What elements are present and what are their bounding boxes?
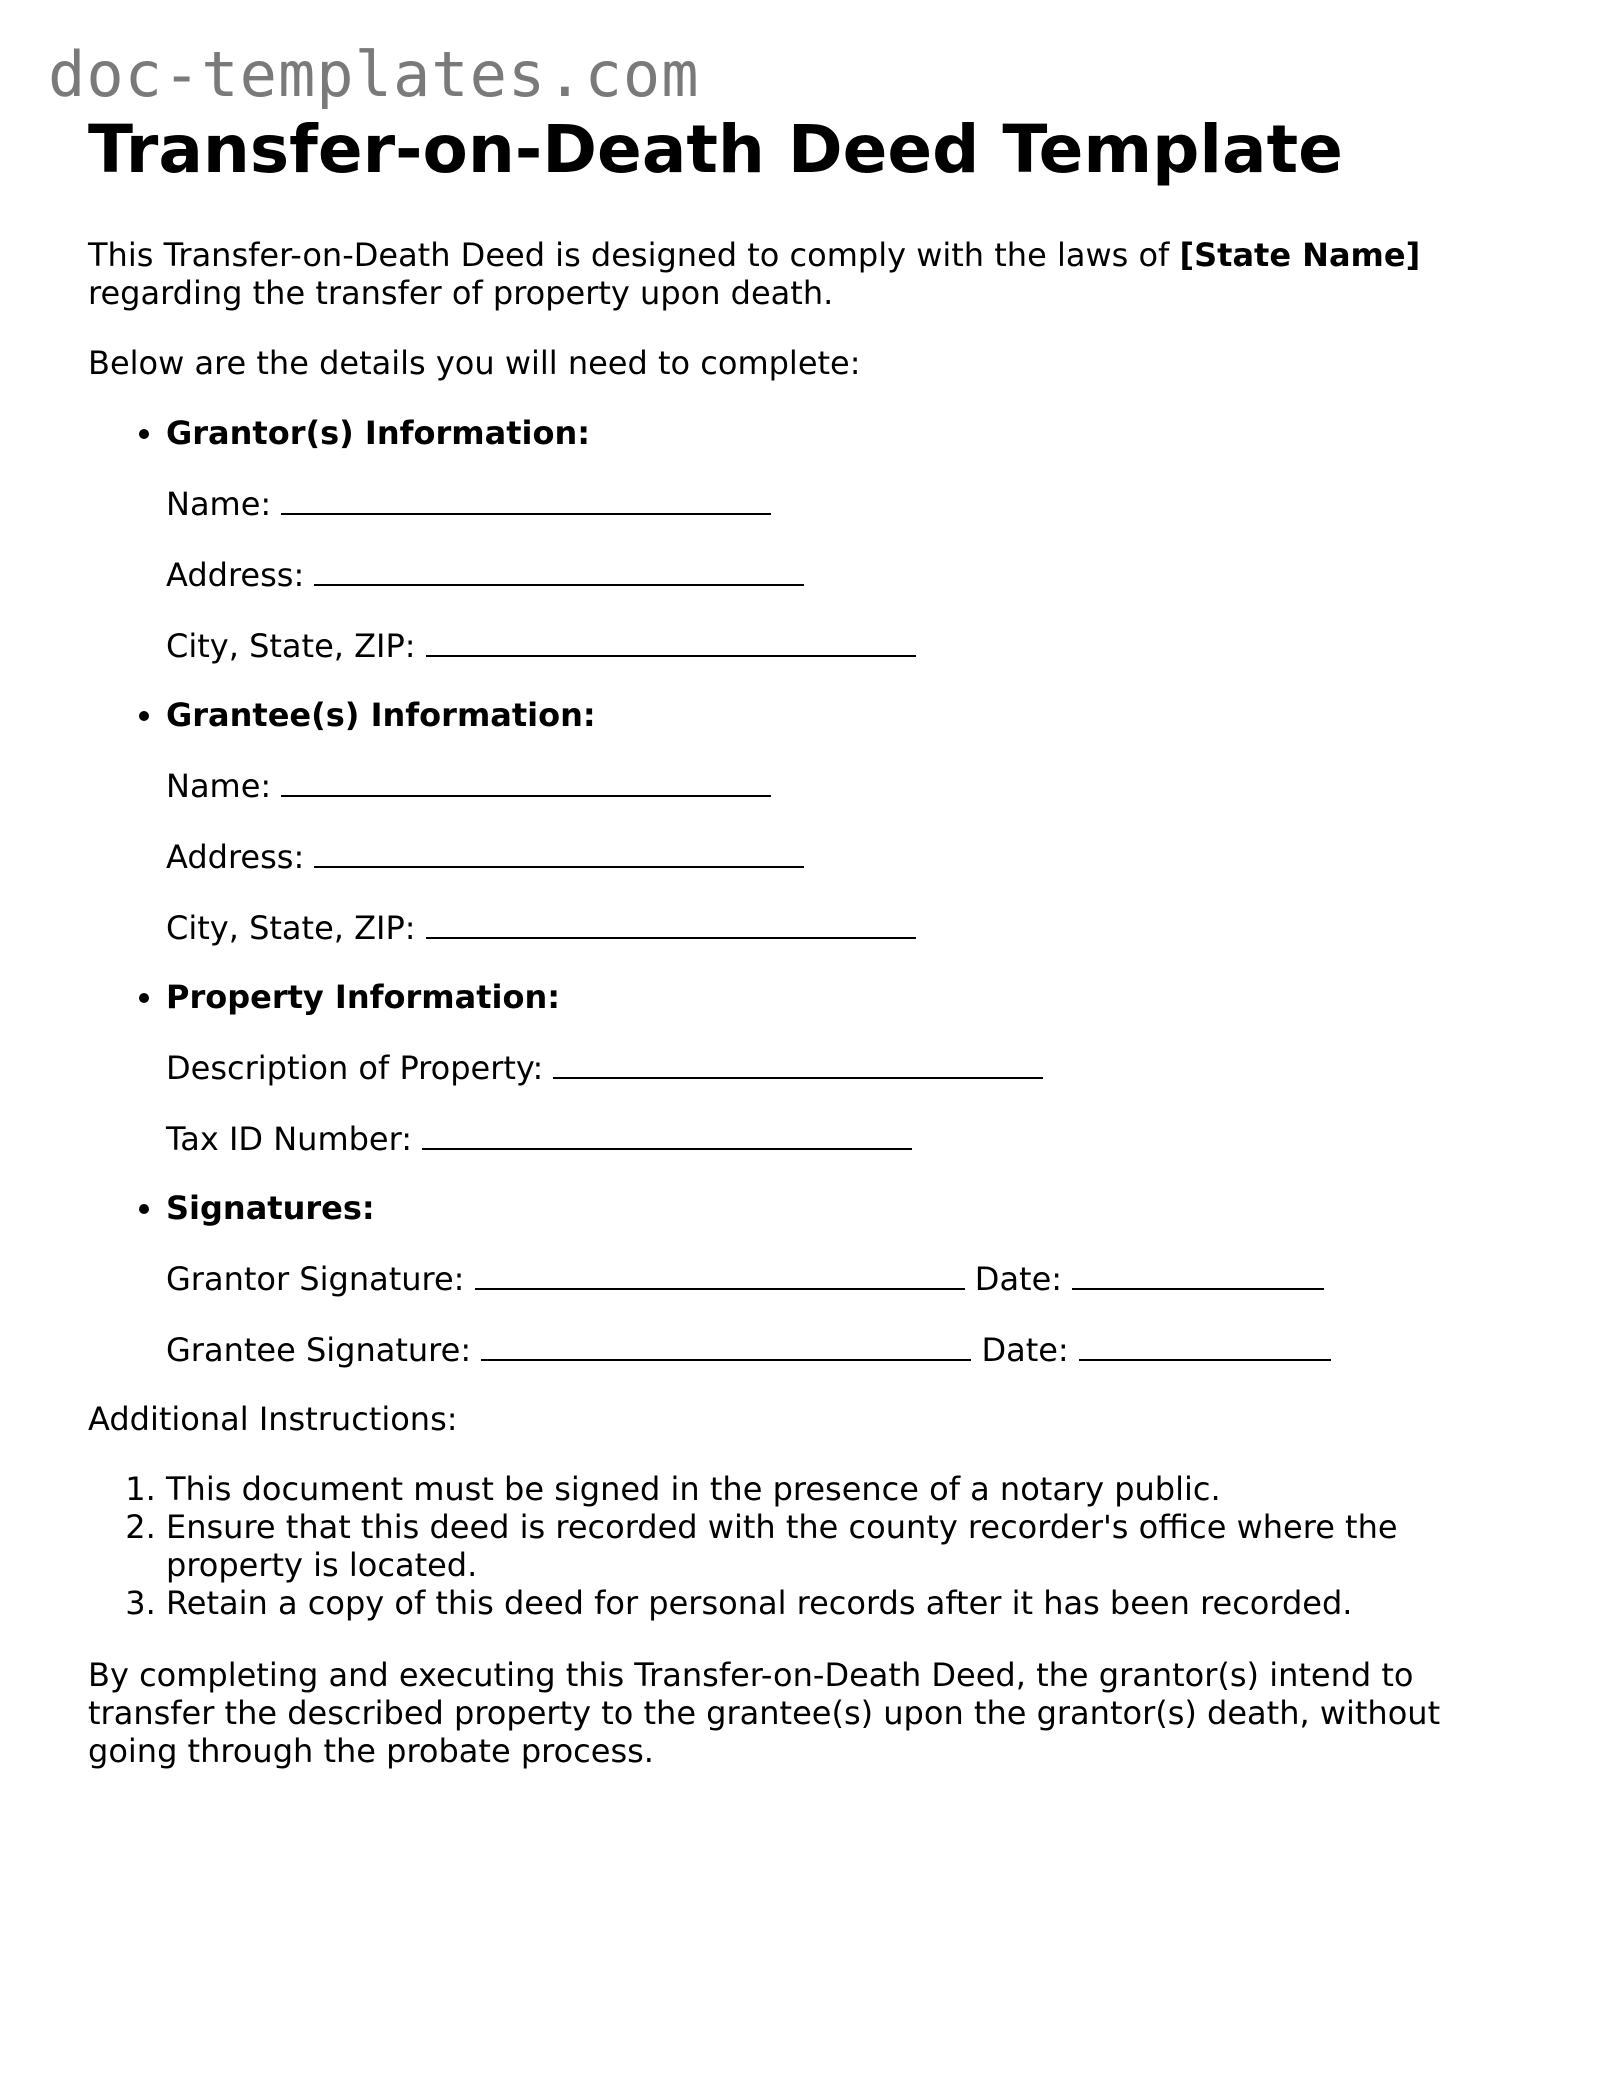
sections-list bbox=[88, 414, 1528, 1369]
closing-paragraph: By completing and executing this Transfer-on-Death Deed, the grantor(s) intend to transfer the described property to the grantee(s) upon the grantor(s) death, without going through the probate process. bbox=[88, 1655, 1441, 1770]
grantor-date-blank[interactable] bbox=[1072, 1258, 1324, 1290]
grantor-name-blank[interactable] bbox=[281, 483, 771, 515]
grantee-name-label: Name: bbox=[166, 766, 272, 805]
grantee-section-title: • Grantee(s) Information: bbox=[166, 695, 596, 734]
property-description-blank[interactable] bbox=[553, 1047, 1043, 1079]
instruction-item: 3. Retain a copy of this deed for personal records after it has been recorded. bbox=[166, 1584, 1528, 1622]
grantor-signature-blank[interactable] bbox=[475, 1258, 965, 1290]
tax-id-label: Tax ID Number: bbox=[166, 1119, 412, 1158]
grantor-section-title: • Grantor(s) Information: bbox=[166, 413, 591, 452]
grantee-name-field bbox=[166, 765, 1528, 805]
grantee-name-blank[interactable] bbox=[281, 765, 771, 797]
tax-id-field bbox=[166, 1118, 1528, 1158]
watermark: doc-templates.com bbox=[48, 38, 700, 111]
grantee-signature-blank[interactable] bbox=[481, 1329, 971, 1361]
grantor-name-field bbox=[166, 483, 1528, 523]
grantor-city-field bbox=[166, 625, 1528, 665]
grantee-section bbox=[166, 696, 1528, 947]
grantor-name-label: Name: bbox=[166, 484, 272, 523]
instructions-list bbox=[88, 1470, 1528, 1622]
property-section bbox=[166, 978, 1528, 1158]
property-section-title: • Property Information: bbox=[166, 977, 561, 1016]
grantee-city-blank[interactable] bbox=[426, 907, 916, 939]
grantee-address-field bbox=[166, 836, 1528, 876]
grantee-city-label: City, State, ZIP: bbox=[166, 908, 416, 947]
grantee-address-label: Address: bbox=[166, 837, 305, 876]
grantee-date-blank[interactable] bbox=[1079, 1329, 1331, 1361]
grantor-city-blank[interactable] bbox=[426, 625, 916, 657]
instruction-item: 1. This document must be signed in the presence of a notary public. bbox=[166, 1470, 1528, 1508]
grantor-address-blank[interactable] bbox=[314, 554, 804, 586]
signatures-section bbox=[166, 1189, 1528, 1369]
grantor-section bbox=[166, 414, 1528, 665]
grantee-signature-label: Grantee Signature: bbox=[166, 1330, 472, 1369]
grantor-address-field bbox=[166, 554, 1528, 594]
grantee-date-label: Date: bbox=[981, 1330, 1069, 1369]
additional-instructions-title: Additional Instructions: bbox=[88, 1399, 458, 1438]
intro-paragraph bbox=[88, 236, 1528, 312]
grantor-date-label: Date: bbox=[974, 1259, 1063, 1298]
grantor-address-label: Address: bbox=[166, 555, 305, 594]
property-description-field bbox=[166, 1047, 1528, 1087]
grantor-city-label: City, State, ZIP: bbox=[166, 626, 416, 665]
grantor-signature-label: Grantor Signature: bbox=[166, 1259, 465, 1298]
grantor-signature-field bbox=[166, 1258, 1528, 1298]
details-intro: Below are the details you will need to complete: bbox=[88, 343, 861, 382]
instruction-item: 2. Ensure that this deed is recorded with the county recorder's office where the property is located. bbox=[166, 1508, 1528, 1584]
state-name-placeholder: [State Name] bbox=[1179, 235, 1421, 274]
signatures-section-title: • Signatures: bbox=[166, 1188, 375, 1227]
page-title: Transfer-on-Death Deed Template bbox=[88, 111, 1343, 188]
document-page bbox=[88, 112, 1528, 1770]
property-description-label: Description of Property: bbox=[166, 1048, 544, 1087]
intro-text-before: This Transfer-on-Death Deed is designed to comply with the laws of bbox=[88, 235, 1180, 274]
grantee-address-blank[interactable] bbox=[314, 836, 804, 868]
grantee-signature-field bbox=[166, 1329, 1528, 1369]
tax-id-blank[interactable] bbox=[422, 1118, 912, 1150]
grantee-city-field bbox=[166, 907, 1528, 947]
intro-text-after: regarding the transfer of property upon death. bbox=[88, 273, 834, 312]
